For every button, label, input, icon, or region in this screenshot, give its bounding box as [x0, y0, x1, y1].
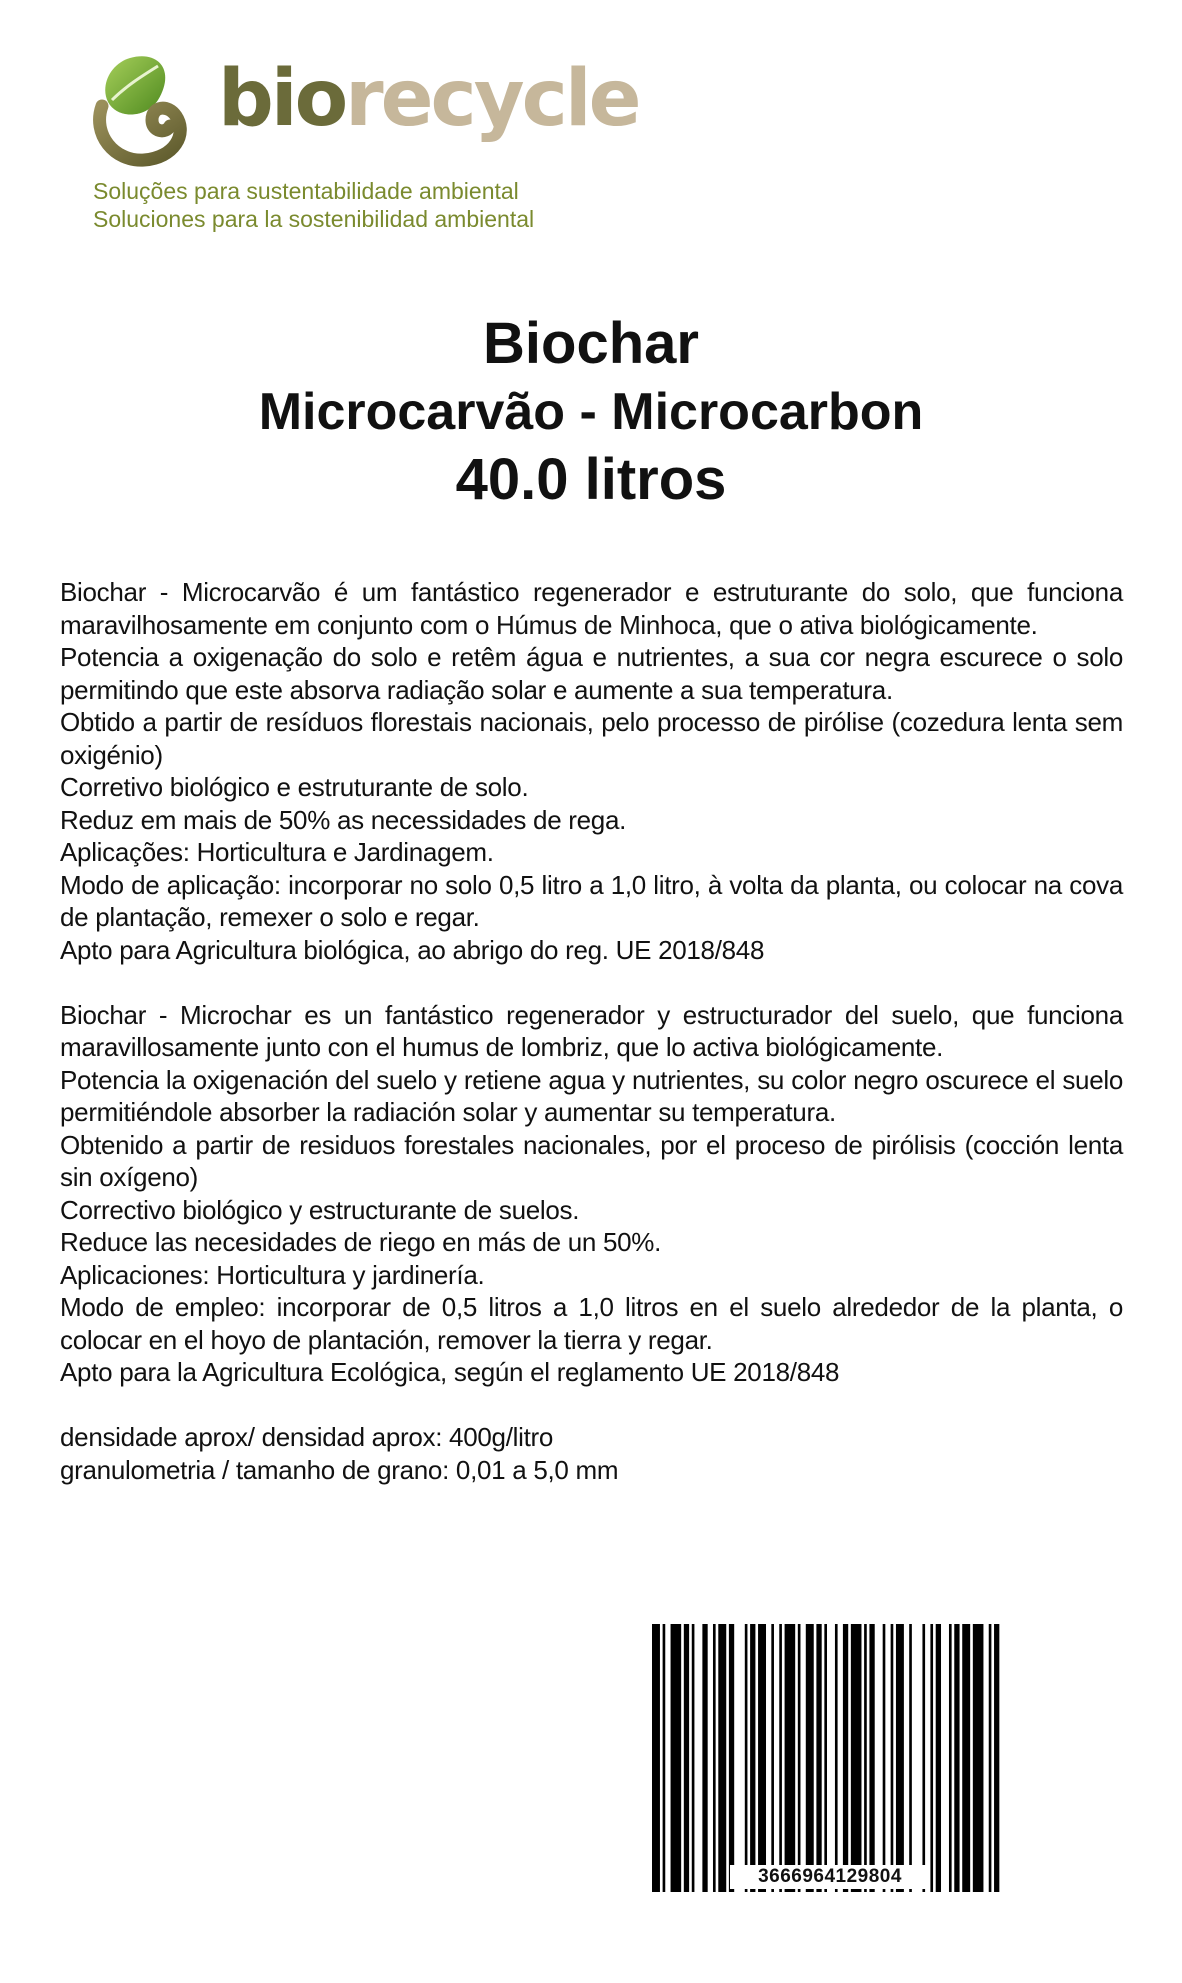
- description-pt-paragraph: Obtido a partir de resíduos florestais nacionais, pelo processo de pirólise (cozedura lenta sem oxigénio): [60, 707, 1123, 770]
- product-title: Biochar: [483, 311, 699, 376]
- barcode-bar: [824, 1624, 827, 1892]
- barcode-bar: [973, 1624, 984, 1892]
- barcode-bar: [922, 1624, 925, 1892]
- description-es-paragraph: Obtenido a partir de residuos forestales nacionales, por el proceso de pirólisis (cocción lenta sin oxígeno): [60, 1129, 1123, 1192]
- description-pt-paragraph: Potencia a oxigenação do solo e retêm água e nutrientes, a sua cor negra escurece o solo permitindo que este absorva radiação solar e aumente a sua temperatura.: [60, 642, 1123, 705]
- barcode-bar: [692, 1624, 695, 1892]
- product-volume: 40.0 litros: [455, 447, 727, 512]
- description-pt-paragraph: Reduz em mais de 50% as necessidades de rega.: [60, 804, 627, 835]
- description-es-paragraph: Modo de empleo: incorporar de 0,5 litros a 1,0 litros en el suelo alrededor de la planta, o colocar en el hoyo de plantación, remover la tierra y regar.: [60, 1292, 1123, 1355]
- barcode-bar: [989, 1624, 992, 1892]
- barcode-bar: [962, 1624, 970, 1892]
- barcode-bar: [954, 1624, 959, 1892]
- barcode-bar: [909, 1624, 912, 1892]
- product-title-block: [0, 310, 1182, 514]
- description-es-paragraph: Aplicaciones: Horticultura y jardinería.: [60, 1259, 485, 1290]
- granulometry-spec: granulometria / tamanho de grano: 0,01 a 5,0 mm: [60, 1454, 619, 1485]
- brand-part-recycle: recycle: [345, 54, 639, 144]
- description-pt-paragraph: Apto para Agricultura biológica, ao abrigo do reg. UE 2018/848: [60, 934, 765, 965]
- barcode-bar: [671, 1624, 682, 1892]
- brand-logotype: [218, 54, 639, 144]
- description-pt-paragraph: Corretivo biológico e estruturante de solo.: [60, 772, 529, 802]
- barcode-bar: [869, 1624, 874, 1892]
- barcode-bar: [713, 1624, 716, 1892]
- barcode-icon: [652, 1624, 1002, 1892]
- barcode-bar: [652, 1624, 660, 1892]
- description-es-paragraph: Potencia la oxigenación del suelo y retiene agua y nutrientes, su color negro oscurece el suelo permitiéndole absorber la radiación solar y aumentar su temperatura.: [60, 1064, 1123, 1127]
- paragraph-spacer: [60, 966, 1123, 999]
- description-pt-paragraph: Aplicações: Horticultura e Jardinagem.: [60, 837, 494, 867]
- description-pt-paragraph: Modo de aplicação: incorporar no solo 0,5 litro a 1,0 litro, à volta da planta, ou colocar na cova de plantação, remexer o solo e regar.: [60, 869, 1123, 932]
- barcode-bar: [994, 1624, 999, 1892]
- barcode-bar: [702, 1624, 707, 1892]
- barcode-bar: [779, 1624, 782, 1892]
- description-es-paragraph: Correctivo biológico y estructurante de suelos.: [60, 1194, 580, 1225]
- barcode-bar: [864, 1624, 867, 1892]
- barcode-bar: [896, 1624, 904, 1892]
- barcode-bar: [816, 1624, 821, 1892]
- density-spec: densidade aprox/ densidad aprox: 400g/litro: [60, 1422, 554, 1452]
- barcode-bar: [771, 1624, 774, 1892]
- barcode-bar: [949, 1624, 952, 1892]
- barcode-bar: [930, 1624, 933, 1892]
- barcode-bar: [663, 1624, 666, 1892]
- slogan-spanish: Soluciones para la sostenibilidad ambiental: [93, 206, 535, 232]
- description-es-paragraph: Reduce las necesidades de riego en más de un 50%.: [60, 1227, 662, 1257]
- barcode-bar: [798, 1624, 801, 1892]
- barcode-bar: [835, 1624, 838, 1892]
- barcode-bar: [745, 1624, 748, 1892]
- barcode-bar: [843, 1624, 848, 1892]
- barcode-bar: [883, 1624, 886, 1892]
- barcode-bar: [758, 1624, 766, 1892]
- barcode-bar: [936, 1624, 941, 1892]
- barcode-bar: [806, 1624, 814, 1892]
- slogan-portuguese: Soluções para sustentabilidade ambiental: [93, 178, 519, 204]
- leaf-swirl-logo-icon: [88, 50, 198, 170]
- barcode-bar: [891, 1624, 894, 1892]
- barcode-bar: [750, 1624, 755, 1892]
- description-es-paragraph: Apto para la Agricultura Ecológica, según el reglamento UE 2018/848: [60, 1357, 840, 1387]
- description-pt-paragraph: Biochar - Microcarvão é um fantástico regenerador e estruturante do solo, que funciona maravilhosamente em conjunto com o Húmus de Minhoca, que o ativa biológicamente.: [60, 577, 1123, 640]
- brand-part-bio: bio: [218, 54, 346, 144]
- barcode-bar: [785, 1624, 796, 1892]
- barcode-bar: [729, 1624, 734, 1892]
- barcode-number: 3666964129804: [730, 1865, 930, 1889]
- barcode-bar: [851, 1624, 862, 1892]
- description-es-paragraph: Biochar - Microchar es un fantástico regenerador y estructurador del suelo, que funciona maravillosamente junto con el humus de lombriz, que lo activa biológicamente.: [60, 999, 1123, 1062]
- product-description: [60, 576, 1123, 1486]
- barcode-bar: [718, 1624, 726, 1892]
- paragraph-spacer: [60, 1389, 1123, 1422]
- barcode-bar: [684, 1624, 689, 1892]
- product-subtitle: Microcarvão - Microcarbon: [258, 383, 924, 441]
